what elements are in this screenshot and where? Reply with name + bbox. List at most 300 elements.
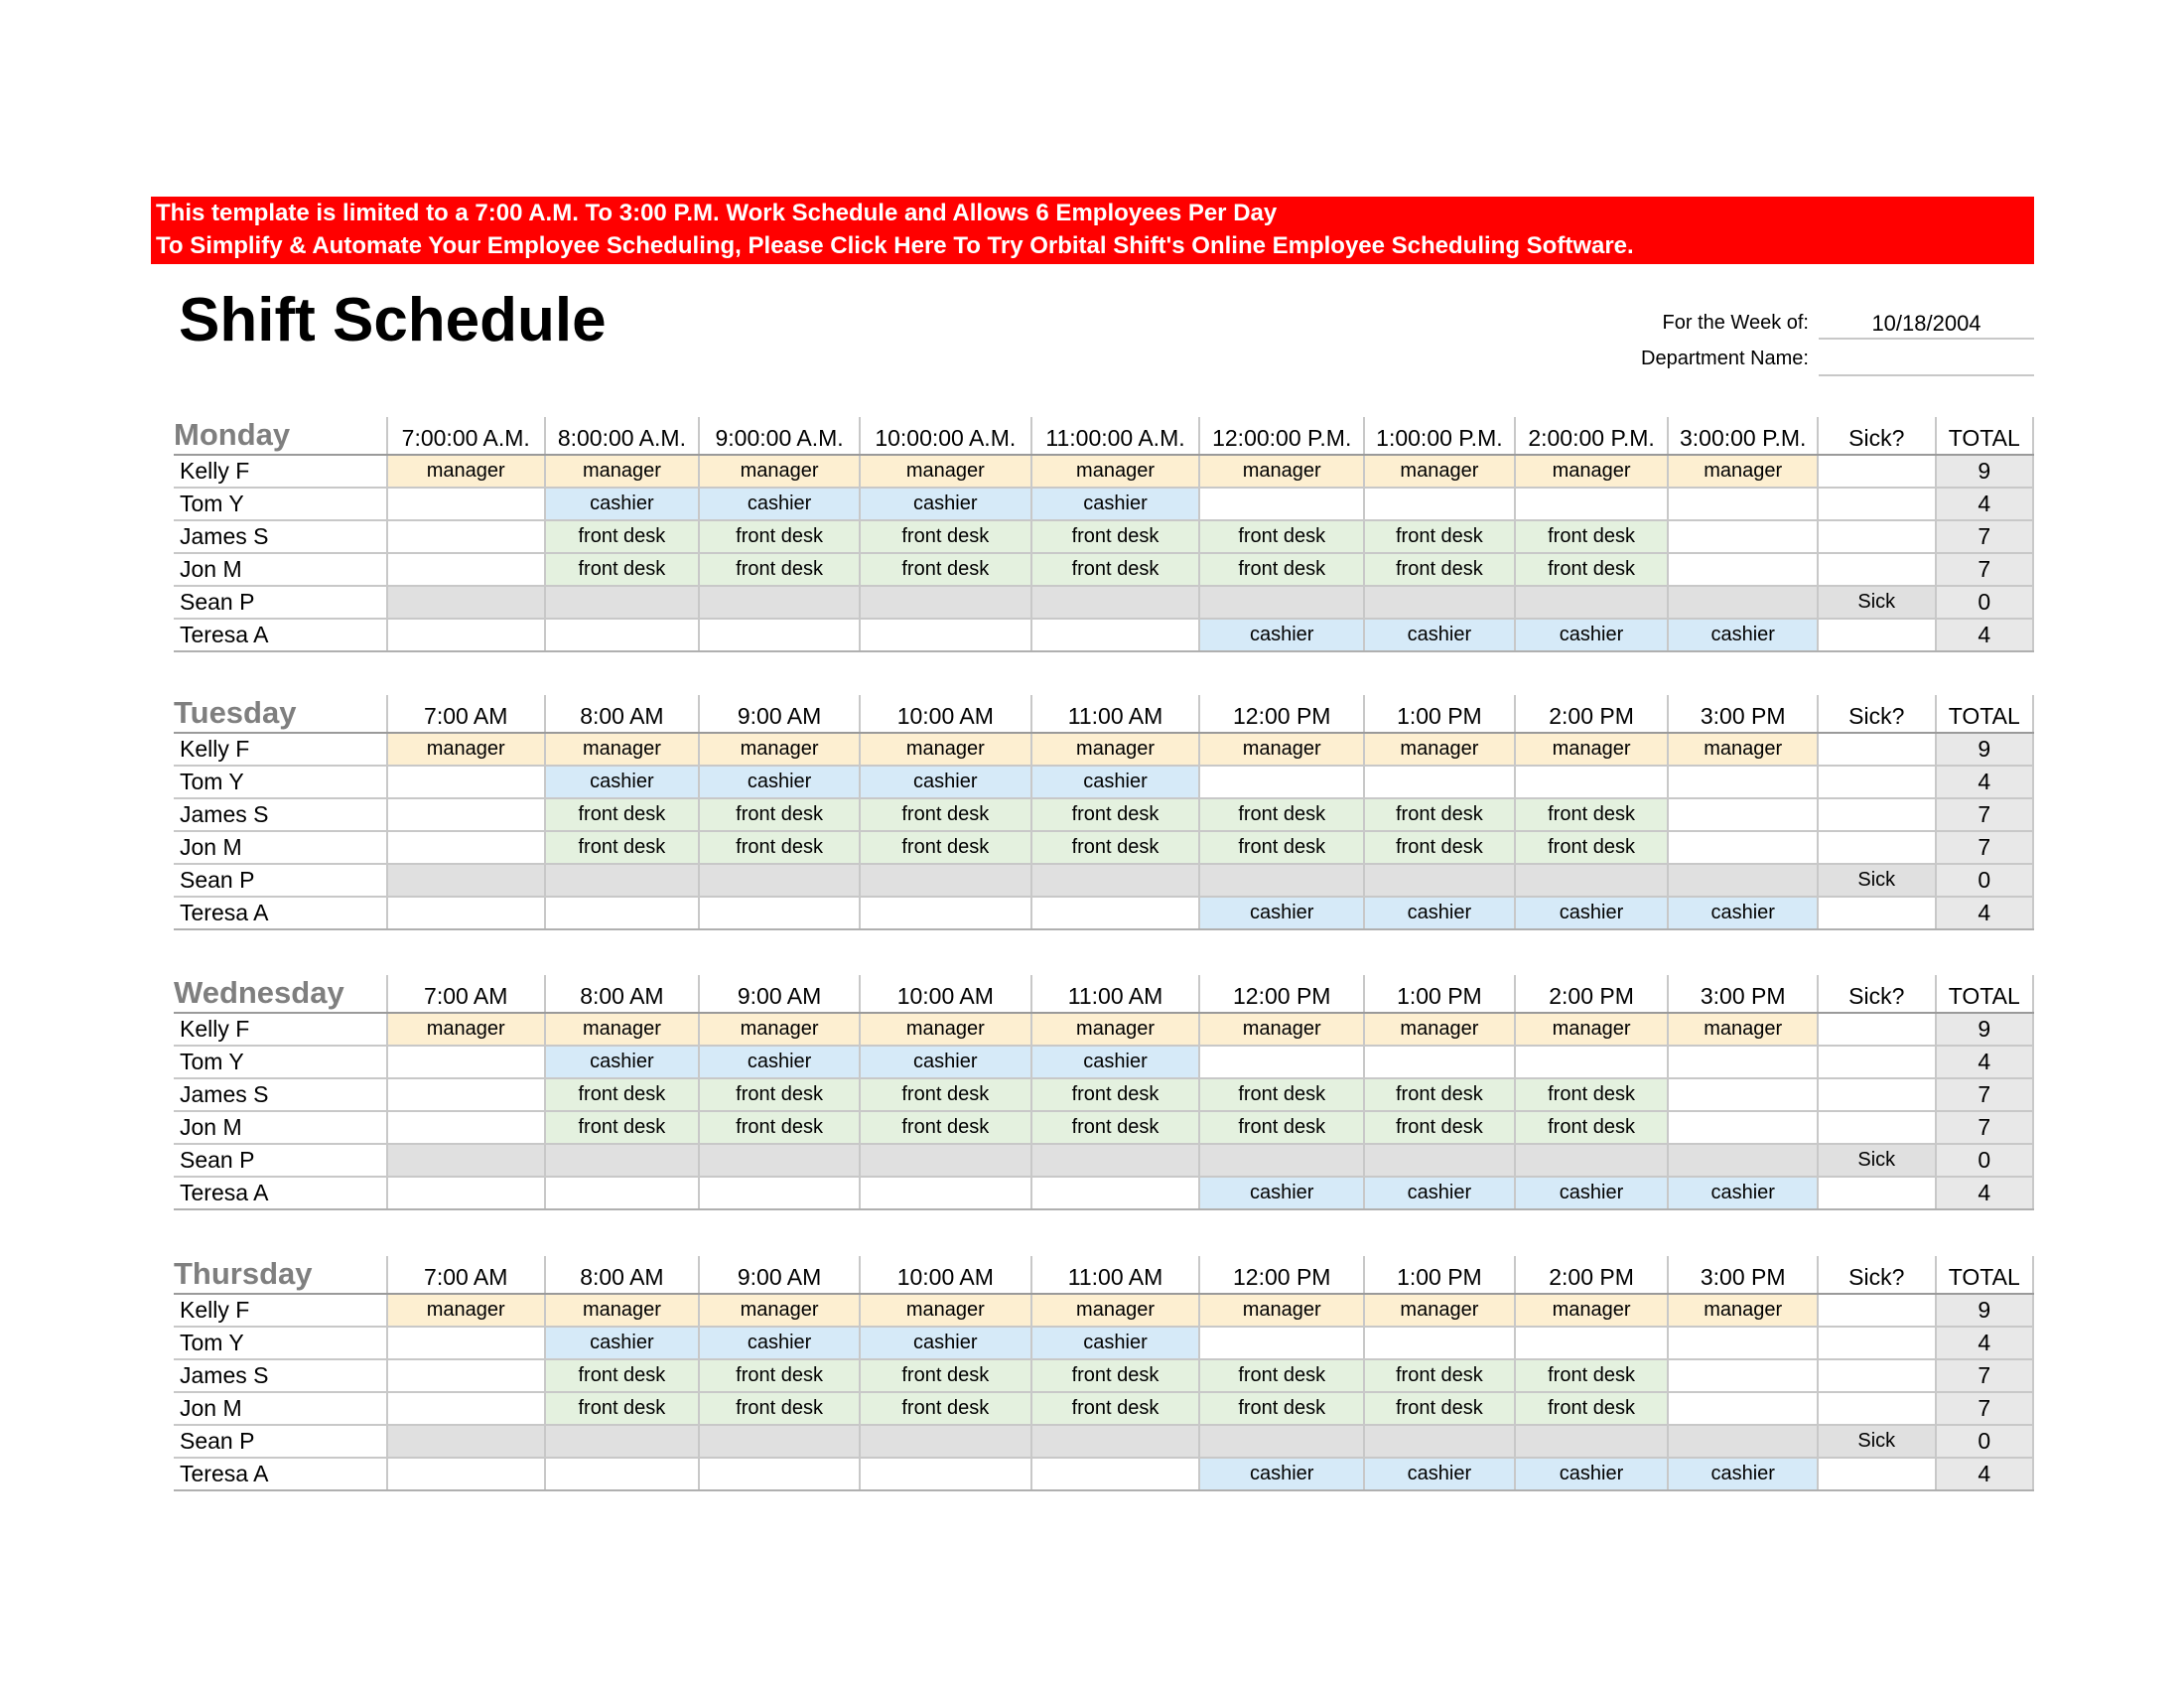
time-header: 11:00 AM — [1031, 1256, 1200, 1294]
shift-cell[interactable]: cashier — [1364, 897, 1515, 929]
sick-cell[interactable] — [1818, 1294, 1936, 1327]
shift-cell[interactable] — [1364, 1046, 1515, 1078]
shift-cell[interactable]: front desk — [699, 553, 860, 586]
shift-cell[interactable] — [387, 897, 545, 929]
shift-cell[interactable]: front desk — [860, 1359, 1031, 1392]
shift-cell[interactable]: front desk — [1515, 798, 1669, 831]
shift-cell[interactable]: cashier — [1031, 488, 1200, 520]
shift-cell[interactable] — [860, 1177, 1031, 1209]
employee-name[interactable]: Tom Y — [174, 1327, 387, 1359]
shift-cell[interactable]: manager — [387, 733, 545, 766]
shift-cell[interactable]: manager — [1515, 733, 1669, 766]
sick-cell[interactable] — [1818, 831, 1936, 864]
shift-cell[interactable]: front desk — [1364, 1359, 1515, 1392]
shift-cell[interactable]: manager — [545, 1294, 700, 1327]
shift-cell[interactable] — [545, 1177, 700, 1209]
sick-cell[interactable] — [1818, 1327, 1936, 1359]
shift-cell[interactable]: manager — [1031, 1013, 1200, 1046]
shift-cell[interactable]: cashier — [1031, 1327, 1200, 1359]
shift-cell[interactable]: front desk — [1515, 1392, 1669, 1425]
employee-name[interactable]: Kelly F — [174, 1294, 387, 1327]
shift-cell[interactable]: cashier — [860, 766, 1031, 798]
shift-cell[interactable]: manager — [1199, 455, 1364, 488]
shift-cell[interactable]: front desk — [1031, 553, 1200, 586]
shift-cell[interactable]: cashier — [699, 1046, 860, 1078]
shift-cell[interactable] — [1364, 766, 1515, 798]
time-header: 12:00 PM — [1199, 1256, 1364, 1294]
sick-cell[interactable]: Sick — [1818, 1425, 1936, 1458]
employee-row — [174, 1327, 2033, 1359]
shift-cell[interactable] — [860, 1458, 1031, 1490]
shift-cell[interactable] — [1668, 553, 1818, 586]
total-cell: 4 — [1936, 488, 2033, 520]
shift-cell[interactable] — [1668, 766, 1818, 798]
shift-cell[interactable]: manager — [387, 1294, 545, 1327]
shift-cell[interactable]: front desk — [1199, 1078, 1364, 1111]
shift-cell[interactable] — [860, 864, 1031, 897]
shift-cell[interactable] — [1668, 1359, 1818, 1392]
shift-cell[interactable]: front desk — [1515, 831, 1669, 864]
shift-cell[interactable]: front desk — [860, 553, 1031, 586]
employee-name[interactable]: Teresa A — [174, 897, 387, 929]
shift-cell[interactable] — [545, 586, 700, 619]
shift-cell[interactable] — [387, 1046, 545, 1078]
total-cell: 7 — [1936, 520, 2033, 553]
shift-cell[interactable]: manager — [860, 1013, 1031, 1046]
shift-cell[interactable]: front desk — [1515, 1111, 1669, 1144]
shift-cell[interactable] — [1668, 864, 1818, 897]
shift-cell[interactable] — [1668, 831, 1818, 864]
shift-cell[interactable]: manager — [387, 1013, 545, 1046]
shift-cell[interactable] — [1199, 1425, 1364, 1458]
shift-cell[interactable]: cashier — [699, 1327, 860, 1359]
employee-name[interactable]: Jon M — [174, 831, 387, 864]
shift-cell[interactable] — [387, 1359, 545, 1392]
shift-cell[interactable]: cashier — [1031, 766, 1200, 798]
sick-cell[interactable] — [1818, 455, 1936, 488]
sick-cell[interactable] — [1818, 1392, 1936, 1425]
schedule-table — [174, 417, 2034, 652]
shift-cell[interactable]: front desk — [1031, 1359, 1200, 1392]
shift-cell[interactable]: front desk — [545, 1078, 700, 1111]
shift-cell[interactable]: front desk — [860, 1111, 1031, 1144]
shift-cell[interactable]: front desk — [699, 520, 860, 553]
shift-cell[interactable] — [545, 1144, 700, 1177]
day-schedule-thursday — [174, 1256, 2034, 1491]
shift-cell[interactable]: cashier — [1364, 619, 1515, 651]
sick-cell[interactable] — [1818, 766, 1936, 798]
shift-cell[interactable] — [387, 1111, 545, 1144]
shift-cell[interactable] — [860, 1144, 1031, 1177]
shift-cell[interactable]: front desk — [860, 520, 1031, 553]
total-cell: 4 — [1936, 1046, 2033, 1078]
shift-cell[interactable]: front desk — [545, 798, 700, 831]
employee-name[interactable]: Teresa A — [174, 1177, 387, 1209]
shift-cell[interactable]: manager — [1364, 733, 1515, 766]
shift-cell[interactable] — [1364, 864, 1515, 897]
shift-cell[interactable] — [1199, 1144, 1364, 1177]
employee-name[interactable]: Sean P — [174, 1144, 387, 1177]
employee-name[interactable]: Jon M — [174, 553, 387, 586]
sick-cell[interactable] — [1818, 1013, 1936, 1046]
shift-cell[interactable]: front desk — [1364, 831, 1515, 864]
shift-cell[interactable]: front desk — [1199, 553, 1364, 586]
shift-cell[interactable]: front desk — [545, 1111, 700, 1144]
total-cell: 9 — [1936, 733, 2033, 766]
sick-cell[interactable] — [1818, 1046, 1936, 1078]
shift-cell[interactable]: manager — [1668, 1294, 1818, 1327]
sick-cell[interactable] — [1818, 1458, 1936, 1490]
employee-name[interactable]: Sean P — [174, 864, 387, 897]
sick-cell[interactable] — [1818, 798, 1936, 831]
shift-cell[interactable] — [860, 586, 1031, 619]
shift-cell[interactable] — [699, 586, 860, 619]
shift-cell[interactable] — [1199, 864, 1364, 897]
shift-cell[interactable] — [1364, 1327, 1515, 1359]
shift-cell[interactable] — [387, 488, 545, 520]
total-header: TOTAL — [1936, 975, 2033, 1013]
shift-cell[interactable]: cashier — [1668, 1458, 1818, 1490]
shift-cell[interactable]: front desk — [1031, 520, 1200, 553]
shift-cell[interactable] — [387, 798, 545, 831]
shift-cell[interactable] — [1668, 798, 1818, 831]
shift-cell[interactable]: manager — [860, 1294, 1031, 1327]
sick-cell[interactable] — [1818, 733, 1936, 766]
shift-cell[interactable]: cashier — [860, 1046, 1031, 1078]
shift-cell[interactable]: cashier — [1515, 1458, 1669, 1490]
time-header: 1:00 PM — [1364, 1256, 1515, 1294]
shift-cell[interactable]: cashier — [1515, 1177, 1669, 1209]
shift-cell[interactable] — [1668, 1078, 1818, 1111]
shift-cell[interactable] — [1364, 488, 1515, 520]
shift-cell[interactable] — [387, 1327, 545, 1359]
shift-cell[interactable] — [545, 1458, 700, 1490]
shift-cell[interactable] — [699, 1458, 860, 1490]
shift-cell[interactable]: cashier — [545, 488, 700, 520]
shift-cell[interactable] — [387, 864, 545, 897]
shift-cell[interactable] — [387, 520, 545, 553]
shift-cell[interactable]: front desk — [1031, 831, 1200, 864]
shift-cell[interactable] — [1031, 1425, 1200, 1458]
sick-cell[interactable]: Sick — [1818, 1144, 1936, 1177]
shift-cell[interactable] — [387, 1425, 545, 1458]
shift-cell[interactable] — [1199, 766, 1364, 798]
employee-name[interactable]: Kelly F — [174, 1013, 387, 1046]
day-name: Tuesday — [174, 695, 387, 733]
shift-cell[interactable]: front desk — [860, 831, 1031, 864]
total-cell: 0 — [1936, 1425, 2033, 1458]
shift-cell[interactable]: front desk — [1515, 1359, 1669, 1392]
shift-cell[interactable] — [699, 1425, 860, 1458]
sick-cell[interactable] — [1818, 619, 1936, 651]
employee-name[interactable]: Kelly F — [174, 733, 387, 766]
shift-cell[interactable] — [1668, 586, 1818, 619]
shift-cell[interactable] — [860, 897, 1031, 929]
shift-cell[interactable]: front desk — [699, 1078, 860, 1111]
total-header: TOTAL — [1936, 1256, 2033, 1294]
shift-cell[interactable] — [1515, 1144, 1669, 1177]
shift-cell[interactable]: front desk — [1199, 1392, 1364, 1425]
shift-cell[interactable] — [545, 864, 700, 897]
shift-cell[interactable] — [699, 864, 860, 897]
shift-cell[interactable] — [1668, 520, 1818, 553]
shift-cell[interactable]: front desk — [1031, 1392, 1200, 1425]
shift-cell[interactable] — [545, 1425, 700, 1458]
shift-cell[interactable] — [1515, 1046, 1669, 1078]
time-header: 2:00:00 P.M. — [1515, 417, 1669, 455]
shift-cell[interactable]: front desk — [1364, 1392, 1515, 1425]
shift-cell[interactable]: manager — [1031, 455, 1200, 488]
shift-cell[interactable] — [1031, 1458, 1200, 1490]
shift-cell[interactable]: front desk — [699, 798, 860, 831]
shift-cell[interactable] — [699, 619, 860, 651]
shift-cell[interactable] — [1668, 1425, 1818, 1458]
sick-cell[interactable]: Sick — [1818, 864, 1936, 897]
shift-cell[interactable] — [387, 1144, 545, 1177]
shift-cell[interactable] — [699, 1177, 860, 1209]
shift-cell[interactable] — [1031, 864, 1200, 897]
shift-cell[interactable]: front desk — [1031, 1078, 1200, 1111]
shift-cell[interactable]: cashier — [1364, 1458, 1515, 1490]
shift-cell[interactable] — [1199, 1327, 1364, 1359]
sick-header: Sick? — [1818, 975, 1936, 1013]
shift-cell[interactable]: front desk — [1199, 798, 1364, 831]
shift-cell[interactable] — [1515, 1425, 1669, 1458]
shift-cell[interactable]: manager — [699, 1294, 860, 1327]
shift-cell[interactable] — [1668, 1144, 1818, 1177]
shift-cell[interactable] — [1515, 488, 1669, 520]
shift-cell[interactable]: manager — [1199, 1294, 1364, 1327]
sick-cell[interactable] — [1818, 1359, 1936, 1392]
shift-cell[interactable]: cashier — [1199, 619, 1364, 651]
shift-cell[interactable] — [387, 619, 545, 651]
employee-name[interactable]: James S — [174, 1078, 387, 1111]
shift-cell[interactable] — [1668, 1392, 1818, 1425]
shift-cell[interactable] — [387, 766, 545, 798]
shift-cell[interactable]: manager — [699, 733, 860, 766]
shift-cell[interactable]: manager — [699, 455, 860, 488]
shift-cell[interactable]: front desk — [1515, 520, 1669, 553]
shift-cell[interactable]: front desk — [860, 798, 1031, 831]
shift-cell[interactable]: cashier — [699, 488, 860, 520]
shift-cell[interactable]: front desk — [1031, 1111, 1200, 1144]
shift-cell[interactable]: manager — [1031, 1294, 1200, 1327]
sick-cell[interactable] — [1818, 897, 1936, 929]
sick-cell[interactable] — [1818, 488, 1936, 520]
department-name-field[interactable] — [1819, 345, 2034, 376]
shift-cell[interactable]: front desk — [545, 520, 700, 553]
shift-cell[interactable] — [699, 1144, 860, 1177]
employee-name[interactable]: Teresa A — [174, 619, 387, 651]
shift-cell[interactable] — [1515, 1327, 1669, 1359]
shift-cell[interactable]: manager — [699, 1013, 860, 1046]
shift-cell[interactable] — [387, 1078, 545, 1111]
shift-cell[interactable]: cashier — [1668, 897, 1818, 929]
shift-cell[interactable] — [1364, 1425, 1515, 1458]
shift-cell[interactable]: manager — [1364, 1294, 1515, 1327]
shift-cell[interactable] — [699, 897, 860, 929]
shift-cell[interactable]: manager — [1668, 1013, 1818, 1046]
shift-cell[interactable]: front desk — [1364, 798, 1515, 831]
shift-cell[interactable]: cashier — [1515, 897, 1669, 929]
time-header: 11:00:00 A.M. — [1031, 417, 1200, 455]
time-header: 12:00 PM — [1199, 695, 1364, 733]
shift-cell[interactable]: front desk — [1199, 520, 1364, 553]
shift-cell[interactable]: front desk — [1515, 1078, 1669, 1111]
shift-cell[interactable]: manager — [1668, 733, 1818, 766]
shift-cell[interactable]: cashier — [545, 1327, 700, 1359]
shift-cell[interactable] — [860, 619, 1031, 651]
shift-cell[interactable] — [545, 619, 700, 651]
shift-cell[interactable]: manager — [545, 733, 700, 766]
shift-cell[interactable]: front desk — [1515, 553, 1669, 586]
shift-cell[interactable] — [387, 1458, 545, 1490]
employee-name[interactable]: Jon M — [174, 1111, 387, 1144]
shift-cell[interactable]: front desk — [1199, 1111, 1364, 1144]
employee-name[interactable]: Kelly F — [174, 455, 387, 488]
shift-cell[interactable]: manager — [1364, 1013, 1515, 1046]
shift-cell[interactable]: front desk — [545, 553, 700, 586]
employee-name[interactable]: James S — [174, 798, 387, 831]
shift-cell[interactable]: manager — [1199, 1013, 1364, 1046]
shift-cell[interactable]: cashier — [1031, 1046, 1200, 1078]
week-of-field[interactable]: 10/18/2004 — [1819, 308, 2034, 340]
shift-cell[interactable] — [1199, 1046, 1364, 1078]
shift-cell[interactable] — [387, 553, 545, 586]
employee-name[interactable]: Sean P — [174, 586, 387, 619]
shift-cell[interactable]: manager — [1199, 733, 1364, 766]
shift-cell[interactable] — [1031, 586, 1200, 619]
shift-cell[interactable]: front desk — [860, 1078, 1031, 1111]
shift-cell[interactable]: front desk — [1364, 520, 1515, 553]
shift-cell[interactable]: cashier — [1199, 1458, 1364, 1490]
shift-cell[interactable]: front desk — [1199, 831, 1364, 864]
sick-cell[interactable] — [1818, 520, 1936, 553]
total-cell: 4 — [1936, 1327, 2033, 1359]
shift-cell[interactable]: cashier — [545, 1046, 700, 1078]
shift-cell[interactable]: cashier — [699, 766, 860, 798]
shift-cell[interactable]: front desk — [1031, 798, 1200, 831]
employee-name[interactable]: Tom Y — [174, 1046, 387, 1078]
shift-cell[interactable] — [1031, 619, 1200, 651]
shift-cell[interactable] — [387, 1392, 545, 1425]
shift-cell[interactable]: manager — [1515, 455, 1669, 488]
shift-cell[interactable]: manager — [1515, 1013, 1669, 1046]
employee-row — [174, 1013, 2033, 1046]
employee-name[interactable]: Tom Y — [174, 488, 387, 520]
shift-cell[interactable]: manager — [545, 455, 700, 488]
shift-cell[interactable] — [1668, 1327, 1818, 1359]
shift-cell[interactable]: cashier — [1199, 897, 1364, 929]
shift-cell[interactable]: manager — [387, 455, 545, 488]
total-cell: 4 — [1936, 619, 2033, 651]
shift-cell[interactable] — [860, 1425, 1031, 1458]
shift-cell[interactable] — [545, 897, 700, 929]
sick-cell[interactable] — [1818, 1177, 1936, 1209]
shift-cell[interactable]: front desk — [1364, 1111, 1515, 1144]
shift-cell[interactable]: cashier — [545, 766, 700, 798]
banner-promo-link[interactable]: To Simplify & Automate Your Employee Scheduling, Please Click Here To Try Orbital Shift's Online Employee Scheduling Software. — [156, 232, 1634, 259]
shift-cell[interactable] — [1364, 1144, 1515, 1177]
shift-cell[interactable]: front desk — [860, 1392, 1031, 1425]
shift-cell[interactable]: cashier — [1515, 619, 1669, 651]
shift-cell[interactable]: manager — [1668, 455, 1818, 488]
time-header: 2:00 PM — [1515, 975, 1669, 1013]
shift-cell[interactable]: cashier — [1364, 1177, 1515, 1209]
shift-cell[interactable] — [387, 586, 545, 619]
shift-cell[interactable]: front desk — [699, 831, 860, 864]
shift-cell[interactable] — [387, 831, 545, 864]
shift-cell[interactable] — [1668, 1111, 1818, 1144]
shift-cell[interactable]: cashier — [860, 1327, 1031, 1359]
shift-cell[interactable]: cashier — [1199, 1177, 1364, 1209]
time-header: 9:00 AM — [699, 975, 860, 1013]
shift-cell[interactable] — [1668, 488, 1818, 520]
shift-cell[interactable]: front desk — [1199, 1359, 1364, 1392]
employee-name[interactable]: James S — [174, 520, 387, 553]
shift-cell[interactable]: cashier — [1668, 619, 1818, 651]
shift-cell[interactable]: front desk — [699, 1392, 860, 1425]
total-cell: 0 — [1936, 586, 2033, 619]
shift-cell[interactable]: front desk — [699, 1111, 860, 1144]
time-header: 10:00:00 A.M. — [860, 417, 1031, 455]
shift-cell[interactable] — [1031, 1144, 1200, 1177]
shift-cell[interactable]: manager — [860, 733, 1031, 766]
sick-header: Sick? — [1818, 417, 1936, 455]
shift-cell[interactable]: front desk — [1364, 1078, 1515, 1111]
time-header: 12:00 PM — [1199, 975, 1364, 1013]
employee-name[interactable]: Tom Y — [174, 766, 387, 798]
shift-cell[interactable] — [1515, 766, 1669, 798]
sick-cell[interactable] — [1818, 1078, 1936, 1111]
shift-cell[interactable]: front desk — [699, 1359, 860, 1392]
shift-cell[interactable]: front desk — [545, 831, 700, 864]
shift-cell[interactable] — [1031, 1177, 1200, 1209]
total-cell: 9 — [1936, 1294, 2033, 1327]
shift-cell[interactable]: manager — [1031, 733, 1200, 766]
total-cell: 7 — [1936, 1359, 2033, 1392]
shift-cell[interactable] — [1364, 586, 1515, 619]
time-header: 8:00 AM — [545, 1256, 700, 1294]
shift-cell[interactable] — [1031, 897, 1200, 929]
shift-cell[interactable] — [387, 1177, 545, 1209]
shift-cell[interactable]: front desk — [545, 1392, 700, 1425]
shift-cell[interactable]: manager — [1515, 1294, 1669, 1327]
shift-cell[interactable]: front desk — [1364, 553, 1515, 586]
sick-cell[interactable] — [1818, 553, 1936, 586]
shift-cell[interactable]: manager — [545, 1013, 700, 1046]
shift-cell[interactable] — [1668, 1046, 1818, 1078]
total-cell: 4 — [1936, 1177, 2033, 1209]
shift-cell[interactable] — [1199, 488, 1364, 520]
employee-name[interactable]: James S — [174, 1359, 387, 1392]
shift-cell[interactable] — [1515, 586, 1669, 619]
shift-cell[interactable]: cashier — [1668, 1177, 1818, 1209]
shift-cell[interactable]: manager — [860, 455, 1031, 488]
shift-cell[interactable] — [1515, 864, 1669, 897]
sick-cell[interactable] — [1818, 1111, 1936, 1144]
shift-cell[interactable]: front desk — [545, 1359, 700, 1392]
shift-cell[interactable] — [1199, 586, 1364, 619]
employee-name[interactable]: Teresa A — [174, 1458, 387, 1490]
shift-cell[interactable]: cashier — [860, 488, 1031, 520]
employee-name[interactable]: Sean P — [174, 1425, 387, 1458]
employee-row — [174, 864, 2033, 897]
employee-name[interactable]: Jon M — [174, 1392, 387, 1425]
sick-cell[interactable]: Sick — [1818, 586, 1936, 619]
time-header: 3:00 PM — [1668, 1256, 1818, 1294]
shift-cell[interactable]: manager — [1364, 455, 1515, 488]
